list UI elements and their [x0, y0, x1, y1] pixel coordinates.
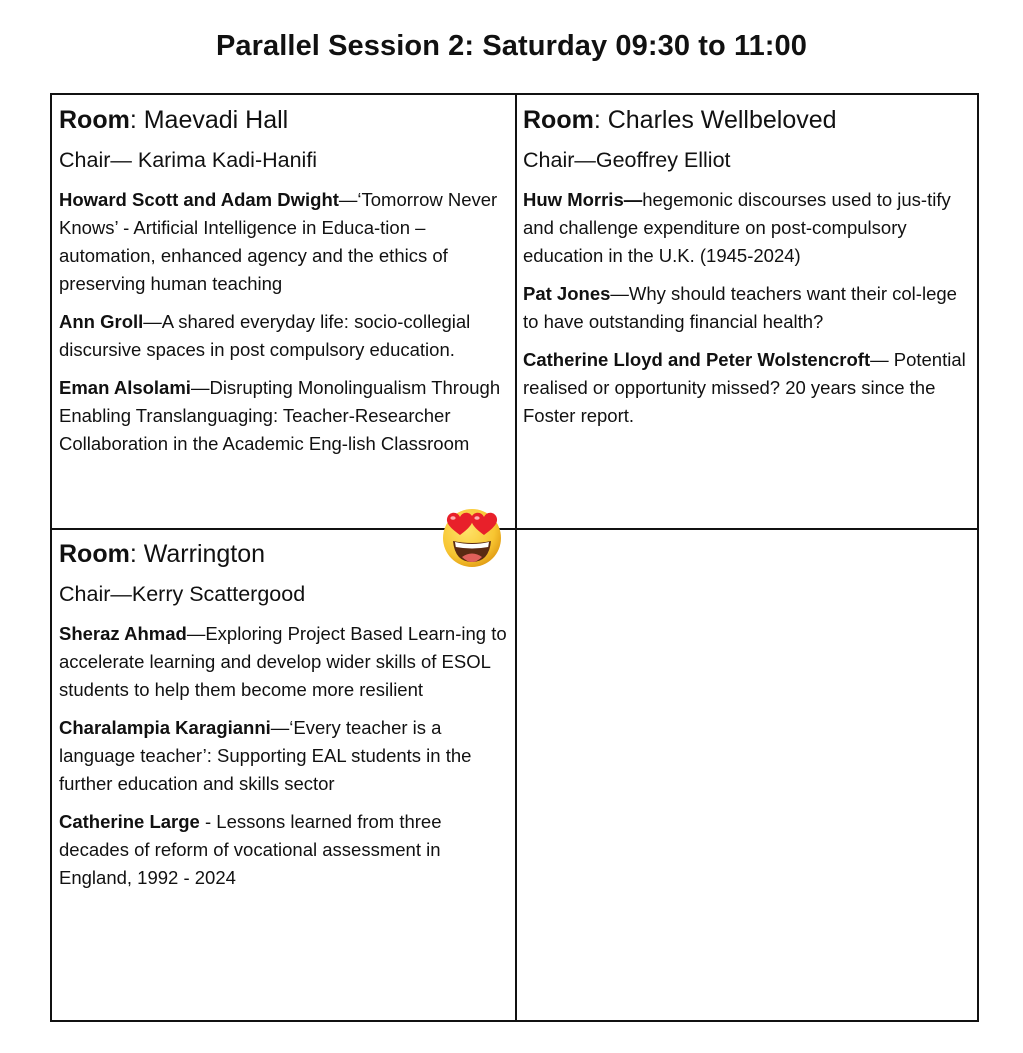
- room-name: : Maevadi Hall: [129, 106, 289, 134]
- session-title: —‘Every teacher is a language teacher’: Supporting EAL students in the further education and skills sector: [59, 717, 472, 794]
- chair: Chair—Geoffrey Elliot: [523, 148, 731, 172]
- session-item: [59, 374, 508, 458]
- room-name: : Warrington: [129, 540, 266, 568]
- presenter: Ann Groll: [59, 311, 144, 332]
- session-item: [523, 346, 969, 430]
- session-item: [523, 280, 969, 336]
- session-title: - Lessons learned from three decades of reform of vocational assessment in England, 1992 - 2024: [59, 811, 442, 888]
- presenter: Pat Jones: [523, 283, 611, 304]
- schedule-table: [50, 93, 979, 1022]
- presenter: Catherine Lloyd and Peter Wolstencroft: [523, 349, 871, 370]
- session-item: [59, 808, 508, 892]
- session-title: —Disrupting Monolingualism Through Enabling Translanguaging: Teacher-Researcher Collaboration in the Academic Eng-lish Classroom: [59, 377, 501, 454]
- session-title: hegemonic discourses used to jus-tify and challenge expenditure on post-compulsory education in the U.K. (1945-2024): [523, 189, 951, 266]
- room-cell-maevadi-hall: [52, 95, 516, 529]
- chair: Chair—Kerry Scattergood: [59, 582, 306, 606]
- session-title: — Potential realised or opportunity missed? 20 years since the Foster report.: [523, 349, 966, 426]
- presenter: Sheraz Ahmad: [59, 623, 187, 644]
- session-item: [59, 186, 508, 298]
- room-label: Room: [59, 106, 130, 134]
- session-title: —A shared everyday life: socio-collegial discursive spaces in post compulsory education.: [59, 311, 471, 360]
- room-cell-charles-wellbeloved: [516, 95, 977, 529]
- heart-highlight: [450, 516, 455, 520]
- session-item: [59, 308, 508, 364]
- session-item: [59, 620, 508, 704]
- presenter: Catherine Large: [59, 811, 200, 832]
- room-name: : Charles Wellbeloved: [593, 106, 837, 134]
- empty-cell: [516, 529, 977, 1020]
- heart-highlight: [474, 516, 479, 520]
- room-heading: [523, 103, 969, 137]
- session-title: —Why should teachers want their col-lege to have outstanding financial health?: [523, 283, 957, 332]
- chair: Chair— Karima Kadi-Hanifi: [59, 148, 318, 172]
- room-cell-warrington: [52, 529, 516, 1020]
- presenter: Huw Morris—: [523, 189, 643, 210]
- heart-eyes-emoji-icon: [440, 505, 504, 569]
- room-label: Room: [523, 106, 594, 134]
- session-title: —Exploring Project Based Learn-ing to accelerate learning and develop wider skills of ESOL students to help them become more resilient: [59, 623, 507, 700]
- room-heading: [59, 103, 508, 137]
- presenter: Howard Scott and Adam Dwight: [59, 189, 339, 210]
- session-item: [59, 714, 508, 798]
- session-title: —‘Tomorrow Never Knows’ - Artificial Intelligence in Educa-tion – automation, enhanced agency and the ethics of preserving human teaching: [59, 189, 498, 294]
- room-label: Room: [59, 540, 130, 568]
- session-item: [523, 186, 969, 270]
- page-title: Parallel Session 2: Saturday 09:30 to 11:00: [215, 30, 808, 62]
- presenter: Eman Alsolami: [59, 377, 191, 398]
- presenter: Charalampia Karagianni: [59, 717, 271, 738]
